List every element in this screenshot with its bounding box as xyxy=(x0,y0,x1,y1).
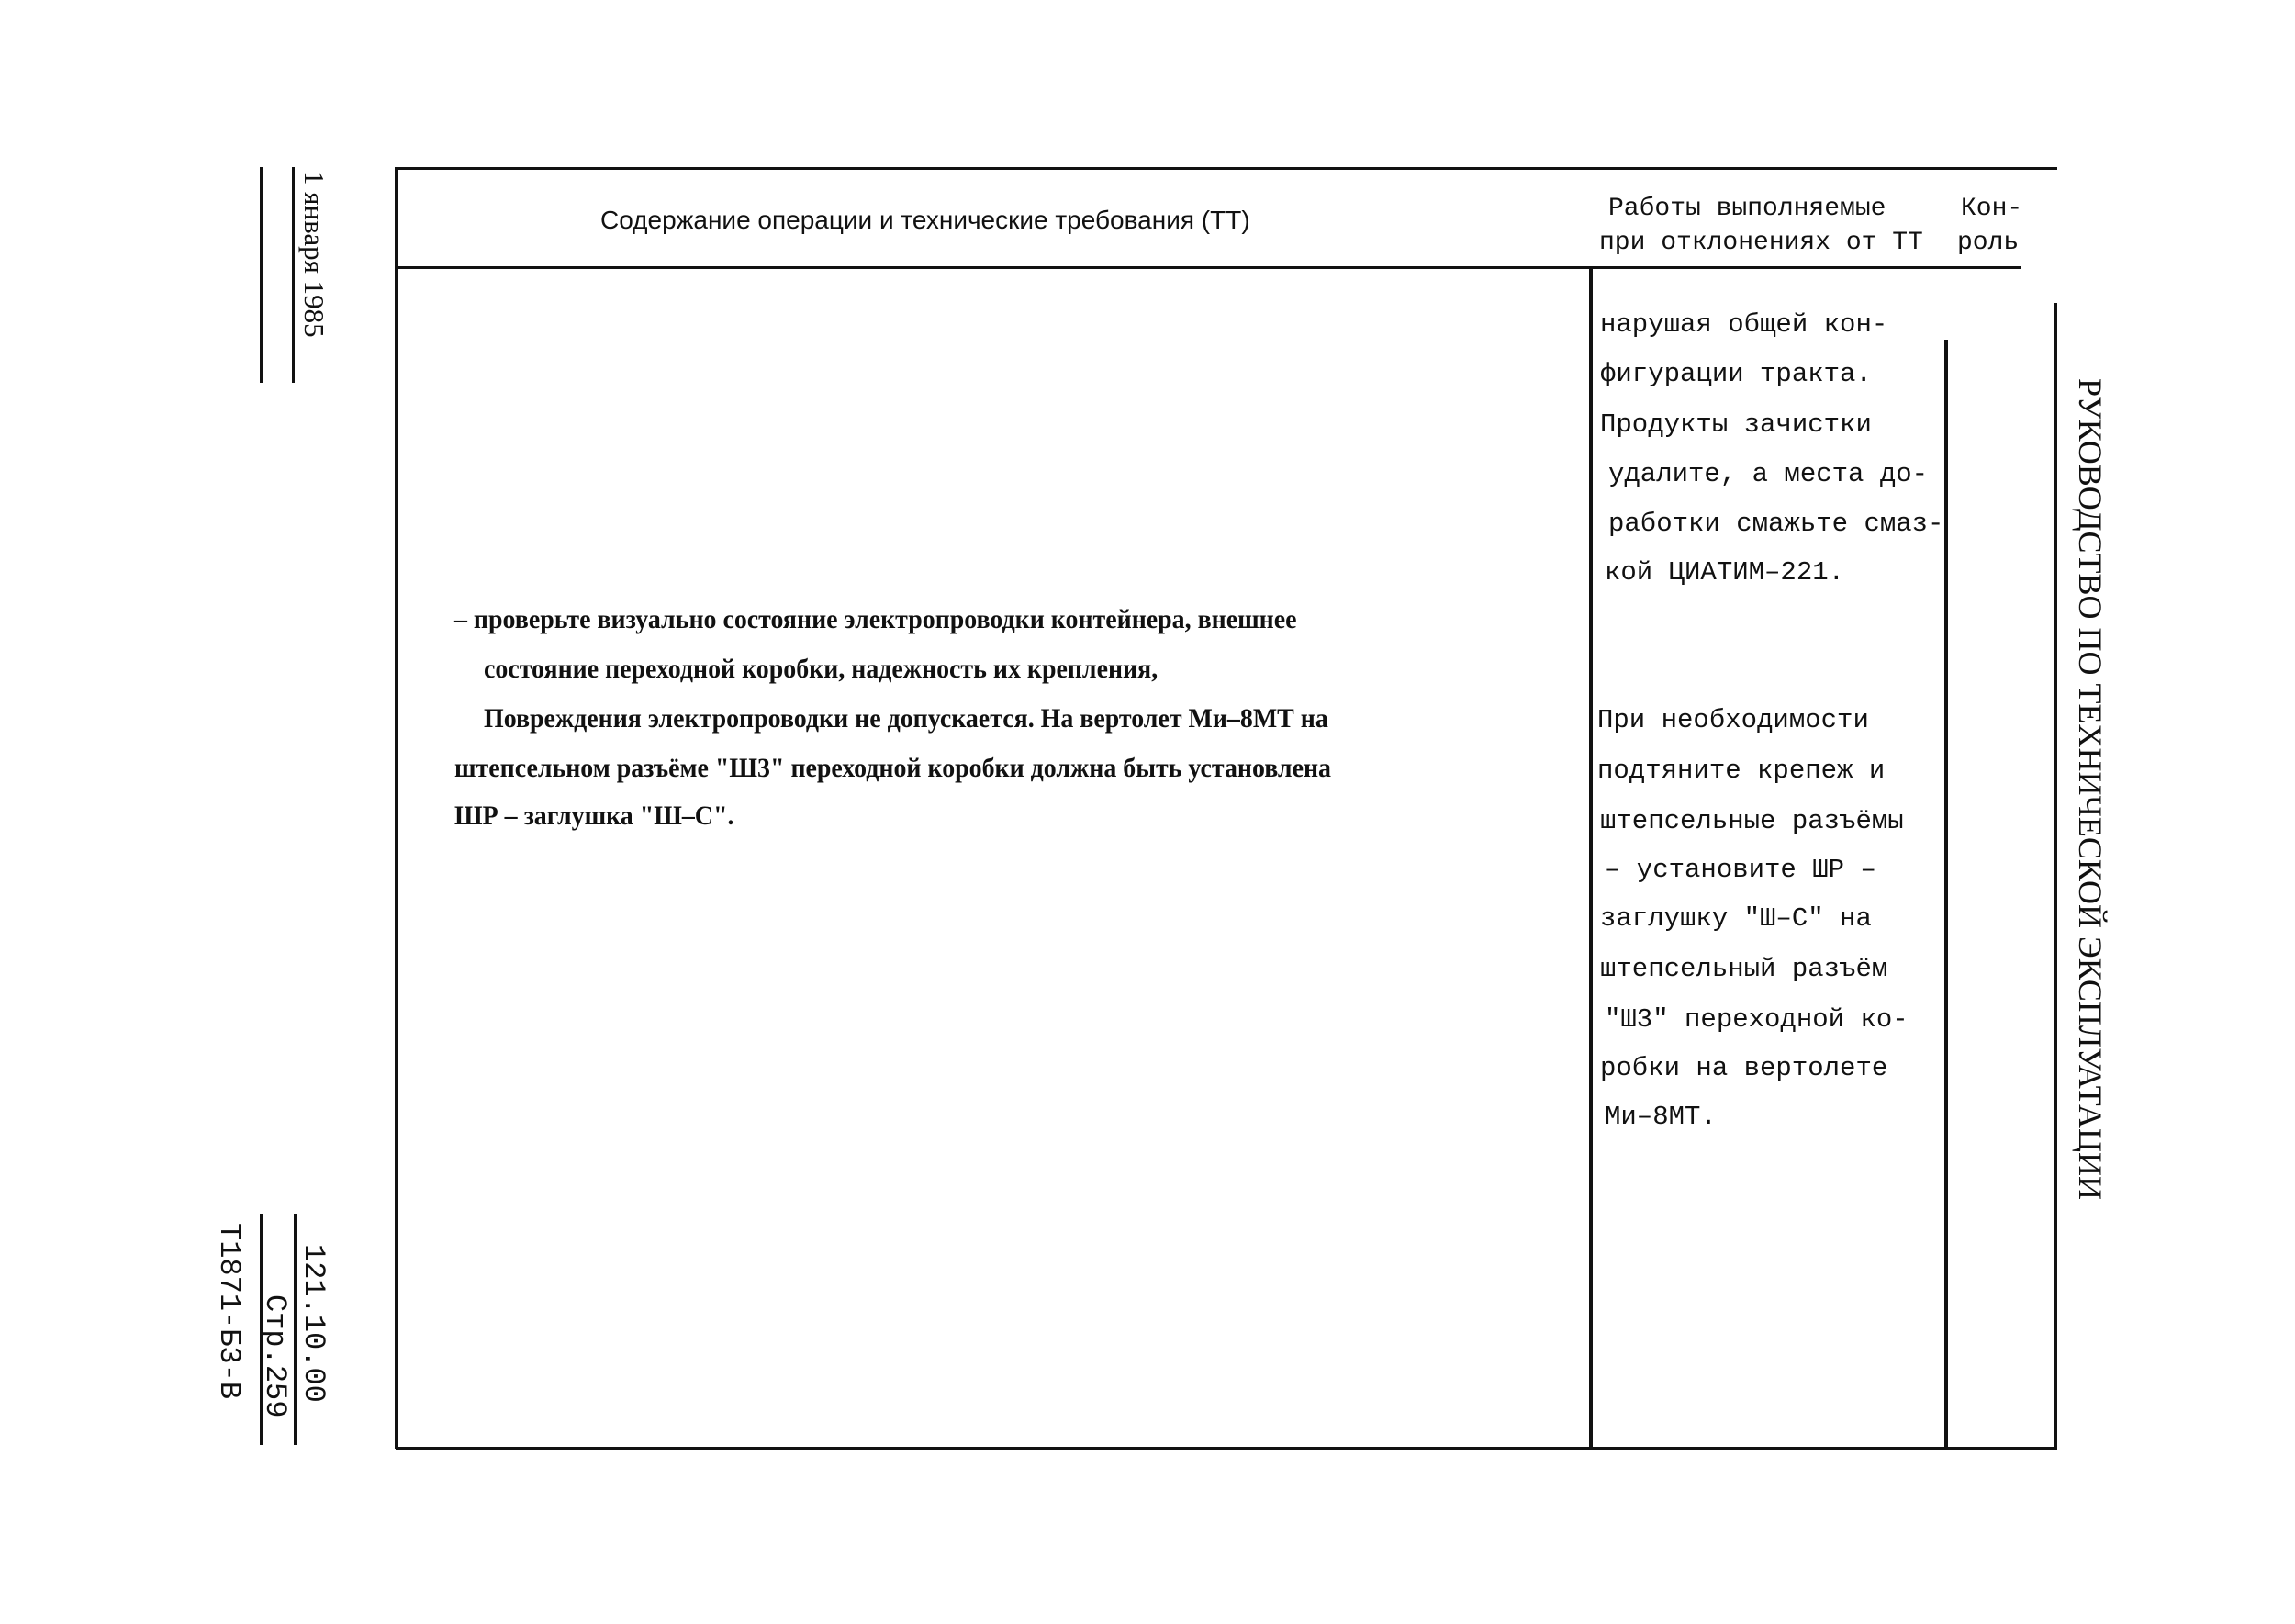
deviation-line: подтяните крепеж и xyxy=(1597,756,1886,786)
header-control-line1: Кон- xyxy=(1961,195,2023,223)
deviation-line: заглушку "Ш–С" на xyxy=(1600,903,1872,934)
deviation-line: штепсельный разъём xyxy=(1600,954,1888,984)
deviation-line: кой ЦИАТИМ–221. xyxy=(1605,557,1845,588)
margin-section-code: 121.10.00 xyxy=(297,1244,330,1403)
margin-date-rule-left xyxy=(260,167,263,383)
frame-right-border xyxy=(2054,303,2057,1449)
column-divider-control xyxy=(1944,340,1948,1449)
deviation-line: Ми–8МТ. xyxy=(1605,1102,1717,1132)
deviation-line: робки на вертолете xyxy=(1600,1053,1888,1083)
content-line: Повреждения электропроводки не допускается. На вертолет Ми–8МТ на xyxy=(484,703,1328,734)
header-deviation-line2: при отклонениях от ТТ xyxy=(1599,229,1923,257)
margin-date-rule-right xyxy=(292,167,295,383)
deviation-line: работки смажьте смаз- xyxy=(1608,509,1944,539)
content-line: – проверьте визуально состояние электропроводки контейнера, внешнее xyxy=(454,604,1297,634)
deviation-line: удалите, а места до- xyxy=(1608,459,1929,489)
deviation-line: Продукты зачистки xyxy=(1600,409,1872,440)
content-line: ШР – заглушка "Ш–С". xyxy=(454,801,734,831)
frame-top-border xyxy=(396,167,2057,170)
margin-page-number: Стр.259 xyxy=(258,1294,292,1418)
header-control-line2: роль xyxy=(1957,229,2020,257)
header-deviation-line1: Работы выполняемые xyxy=(1608,195,1886,223)
margin-date: 1 января 1985 xyxy=(298,171,330,338)
deviation-line: штепсельные разъёмы xyxy=(1600,806,1904,836)
frame-bottom-border xyxy=(396,1447,2057,1450)
deviation-line: При необходимости xyxy=(1597,705,1869,735)
content-line: состояние переходной коробки, надежность их крепления, xyxy=(484,654,1159,684)
header-divider xyxy=(396,266,2021,269)
margin-document-code: Т1871-Б3-В xyxy=(212,1223,246,1400)
frame-left-border xyxy=(395,167,398,1449)
column-divider-deviation xyxy=(1589,266,1593,1449)
deviation-line: фигурации тракта. xyxy=(1600,359,1872,389)
deviation-line: – установите ШР – xyxy=(1605,855,1876,885)
deviation-line: нарушая общей кон- xyxy=(1600,309,1888,340)
side-title: РУКОВОДСТВО ПО ТЕХНИЧЕСКОЙ ЭКСПЛУАТАЦИИ xyxy=(2072,378,2109,1200)
deviation-line: "Ш3" переходной ко- xyxy=(1605,1004,1909,1035)
content-line: штепсельном разъёме "Ш3" переходной коробки должна быть установлена xyxy=(454,753,1331,783)
header-content-column: Содержание операции и технические требования (ТТ) xyxy=(600,206,1250,234)
